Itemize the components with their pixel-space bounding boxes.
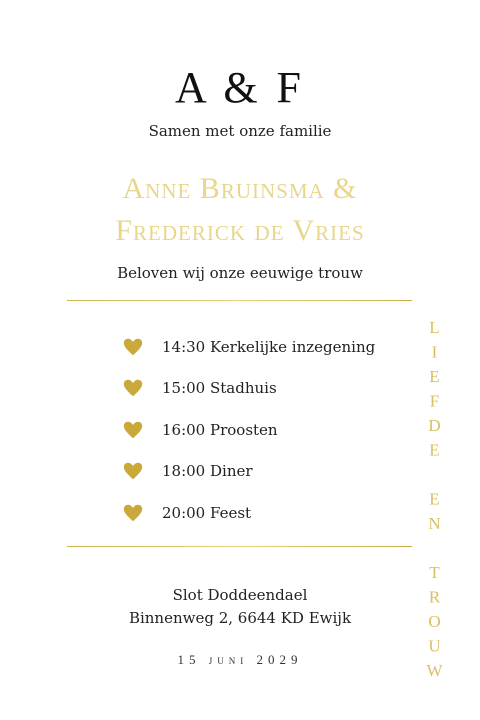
schedule-list <box>122 326 392 534</box>
schedule-item-text: 20:00 Feest <box>162 503 252 522</box>
schedule-item-text: 14:30 Kerkelijke inzegening <box>162 337 376 356</box>
vertical-motto: LIEFDE EN TROUW <box>425 318 444 686</box>
couple-names <box>0 168 480 252</box>
monogram: A & F <box>174 63 306 112</box>
divider-bottom <box>67 546 412 547</box>
heart-icon <box>122 502 144 524</box>
divider-top <box>67 300 412 301</box>
venue <box>0 584 480 630</box>
intro-text: Samen met onze familie <box>148 122 332 140</box>
heart-icon <box>122 419 144 441</box>
schedule-item-text: 16:00 Proosten <box>162 420 278 439</box>
heart-icon <box>122 460 144 482</box>
venue-name: Slot Doddeendael <box>172 586 308 604</box>
schedule-item <box>122 409 392 451</box>
schedule-item <box>122 492 392 534</box>
schedule-item <box>122 326 392 368</box>
schedule-item <box>122 451 392 493</box>
name-line-2: Frederick de Vries <box>115 214 365 247</box>
heart-icon <box>122 336 144 358</box>
venue-address: Binnenweg 2, 6644 KD Ewijk <box>128 609 352 627</box>
schedule-item <box>122 368 392 410</box>
schedule-item-text: 15:00 Stadhuis <box>162 379 277 398</box>
heart-icon <box>122 377 144 399</box>
event-date: 15 juni 2029 <box>177 652 303 667</box>
name-line-1: Anne Bruinsma & <box>122 172 358 205</box>
promise-text: Beloven wij onze eeuwige trouw <box>117 264 363 282</box>
schedule-item-text: 18:00 Diner <box>162 462 253 481</box>
